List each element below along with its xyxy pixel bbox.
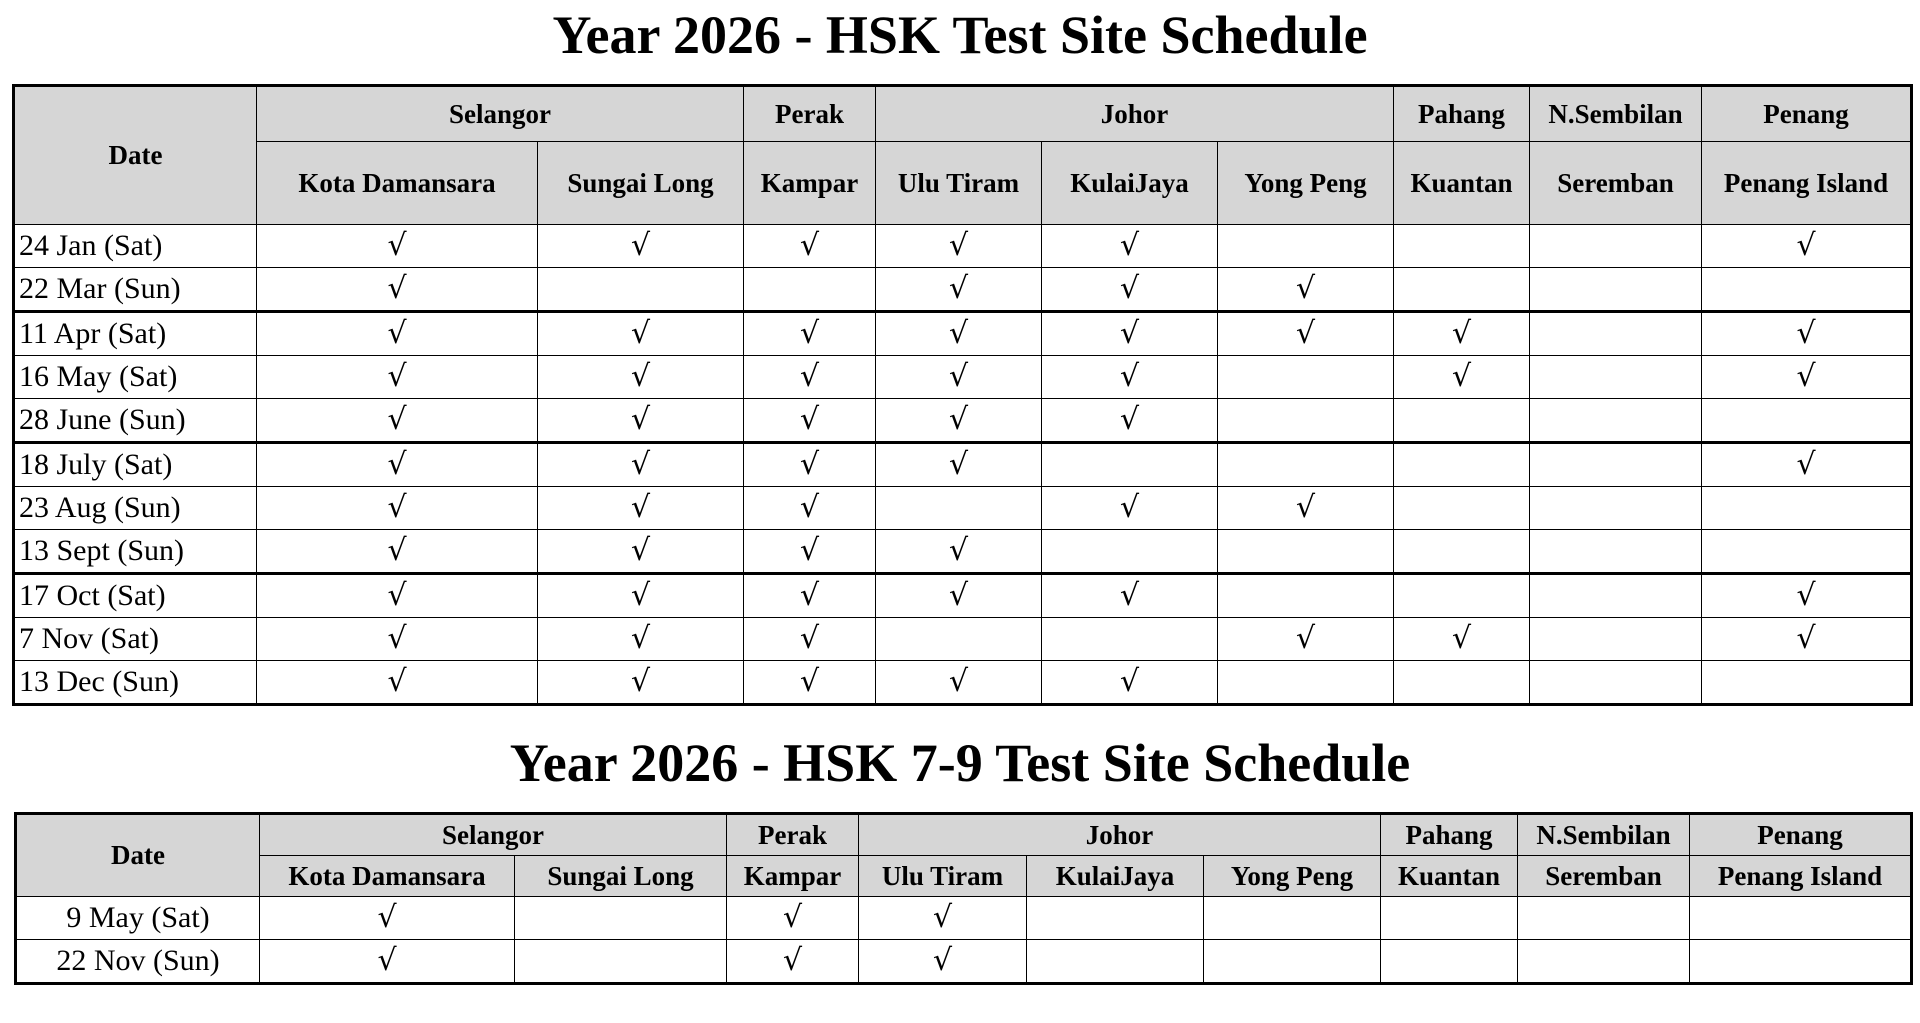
site-cell <box>1218 356 1394 399</box>
site-cell <box>538 399 744 443</box>
region-header: N.Sembilan <box>1530 86 1702 142</box>
site-header: Sungai Long <box>515 856 727 897</box>
check-mark: √ <box>630 228 651 263</box>
check-mark: √ <box>799 621 820 656</box>
schedule-7-9-title: Year 2026 - HSK 7-9 Test Site Schedule <box>509 733 1411 793</box>
date-cell: 13 Dec (Sun) <box>14 661 257 705</box>
site-cell <box>1394 443 1530 487</box>
check-mark: √ <box>630 447 651 482</box>
check-mark: √ <box>1119 228 1140 263</box>
site-cell <box>260 897 515 940</box>
date-cell: 22 Mar (Sun) <box>14 268 257 312</box>
site-cell <box>744 530 876 574</box>
check-mark: √ <box>948 228 969 263</box>
site-cell <box>744 443 876 487</box>
site-header: Penang Island <box>1702 142 1912 225</box>
check-mark: √ <box>630 490 651 525</box>
check-mark: √ <box>1451 359 1472 394</box>
check-mark: √ <box>799 578 820 613</box>
check-mark: √ <box>782 900 803 935</box>
check-mark: √ <box>948 271 969 306</box>
check-mark: √ <box>1119 316 1140 351</box>
site-cell <box>1042 661 1218 705</box>
site-cell <box>744 661 876 705</box>
check-mark: √ <box>387 271 407 306</box>
check-mark: √ <box>1119 359 1140 394</box>
site-cell <box>538 443 744 487</box>
region-header: Pahang <box>1381 814 1518 856</box>
check-mark: √ <box>948 578 969 613</box>
check-mark: √ <box>1796 228 1816 263</box>
site-header: Ulu Tiram <box>876 142 1042 225</box>
date-cell: 16 May (Sat) <box>14 356 257 399</box>
check-mark: √ <box>1119 578 1140 613</box>
date-cell: 17 Oct (Sat) <box>14 574 257 618</box>
site-cell <box>744 487 876 530</box>
check-mark: √ <box>630 316 651 351</box>
site-cell <box>1530 312 1702 356</box>
site-cell <box>1530 574 1702 618</box>
date-header: Date <box>16 814 260 897</box>
site-cell <box>1042 399 1218 443</box>
site-cell <box>876 312 1042 356</box>
site-cell <box>515 897 727 940</box>
site-cell <box>257 618 538 661</box>
site-cell <box>1702 312 1912 356</box>
date-cell: 11 Apr (Sat) <box>14 312 257 356</box>
table-row <box>14 268 1912 312</box>
site-cell <box>1394 530 1530 574</box>
site-header: Sungai Long <box>538 142 744 225</box>
region-header: Perak <box>727 814 859 856</box>
date-cell: 18 July (Sat) <box>14 443 257 487</box>
region-header-row <box>14 86 1912 142</box>
site-cell <box>1204 940 1381 984</box>
region-header: Johor <box>859 814 1381 856</box>
site-cell <box>1702 618 1912 661</box>
date-cell: 28 June (Sun) <box>14 399 257 443</box>
check-mark: √ <box>387 533 407 568</box>
table-row <box>14 356 1912 399</box>
region-header: Penang <box>1702 86 1912 142</box>
check-mark: √ <box>1119 664 1140 699</box>
site-cell <box>876 268 1042 312</box>
site-cell <box>744 268 876 312</box>
site-cell <box>1218 268 1394 312</box>
site-cell <box>1042 225 1218 268</box>
site-header: Kuantan <box>1394 142 1530 225</box>
site-header: Penang Island <box>1690 856 1912 897</box>
site-cell <box>1218 312 1394 356</box>
check-mark: √ <box>799 664 820 699</box>
check-mark: √ <box>1295 621 1316 656</box>
check-mark: √ <box>1119 402 1140 437</box>
check-mark: √ <box>387 621 407 656</box>
site-cell <box>1381 940 1518 984</box>
site-cell <box>257 487 538 530</box>
check-mark: √ <box>948 664 969 699</box>
check-mark: √ <box>377 900 397 935</box>
check-mark: √ <box>799 533 820 568</box>
site-cell <box>1042 574 1218 618</box>
check-mark: √ <box>630 533 651 568</box>
site-header: KulaiJaya <box>1042 142 1218 225</box>
check-mark: √ <box>948 447 969 482</box>
hsk-schedule-table <box>12 84 1913 706</box>
site-cell <box>1702 487 1912 530</box>
check-mark: √ <box>1295 490 1316 525</box>
site-cell <box>538 356 744 399</box>
site-cell <box>876 225 1042 268</box>
site-header: Kuantan <box>1381 856 1518 897</box>
site-cell <box>1204 897 1381 940</box>
table-row <box>14 530 1912 574</box>
site-cell <box>1042 312 1218 356</box>
site-cell <box>1394 312 1530 356</box>
table-row <box>16 897 1912 940</box>
table-row <box>14 618 1912 661</box>
site-cell <box>1394 225 1530 268</box>
site-cell <box>744 225 876 268</box>
site-cell <box>1518 897 1690 940</box>
site-cell <box>257 225 538 268</box>
site-header: Kota Damansara <box>260 856 515 897</box>
region-header: N.Sembilan <box>1518 814 1690 856</box>
check-mark: √ <box>387 228 407 263</box>
site-cell <box>744 356 876 399</box>
check-mark: √ <box>948 316 969 351</box>
site-header: Kampar <box>727 856 859 897</box>
region-header-row <box>16 814 1912 856</box>
site-cell <box>1518 940 1690 984</box>
site-cell <box>1042 356 1218 399</box>
schedule-body <box>14 225 1912 705</box>
check-mark: √ <box>1451 621 1472 656</box>
site-cell <box>257 530 538 574</box>
check-mark: √ <box>782 943 803 978</box>
site-cell <box>1218 618 1394 661</box>
check-mark: √ <box>630 664 651 699</box>
check-mark: √ <box>387 316 407 351</box>
site-cell <box>538 661 744 705</box>
site-header: Seremban <box>1530 142 1702 225</box>
check-mark: √ <box>1119 490 1140 525</box>
site-cell <box>876 618 1042 661</box>
site-cell <box>1702 661 1912 705</box>
region-header: Selangor <box>260 814 727 856</box>
site-header: Kampar <box>744 142 876 225</box>
site-cell <box>876 661 1042 705</box>
site-cell <box>1394 487 1530 530</box>
check-mark: √ <box>1295 316 1316 351</box>
site-cell <box>538 268 744 312</box>
site-cell <box>538 312 744 356</box>
site-cell <box>1042 268 1218 312</box>
check-mark: √ <box>1796 447 1816 482</box>
table-row <box>16 940 1912 984</box>
check-mark: √ <box>630 621 651 656</box>
table-row <box>14 574 1912 618</box>
check-mark: √ <box>799 228 820 263</box>
site-cell <box>257 268 538 312</box>
date-cell: 24 Jan (Sat) <box>14 225 257 268</box>
date-header: Date <box>14 86 257 225</box>
site-cell <box>876 574 1042 618</box>
schedule-title: Year 2026 - HSK Test Site Schedule <box>552 5 1368 65</box>
table-row <box>14 225 1912 268</box>
site-cell <box>859 940 1027 984</box>
site-cell <box>538 618 744 661</box>
site-cell <box>744 399 876 443</box>
region-header: Perak <box>744 86 876 142</box>
site-cell <box>257 356 538 399</box>
site-cell <box>1702 225 1912 268</box>
site-cell <box>1042 530 1218 574</box>
region-header: Johor <box>876 86 1394 142</box>
check-mark: √ <box>799 359 820 394</box>
site-cell <box>876 487 1042 530</box>
site-cell <box>1027 897 1204 940</box>
region-header: Selangor <box>257 86 744 142</box>
hsk-7-9-schedule-table <box>14 812 1913 985</box>
site-cell <box>1042 443 1218 487</box>
site-cell <box>257 661 538 705</box>
site-cell <box>1042 487 1218 530</box>
table-row <box>14 312 1912 356</box>
check-mark: √ <box>387 664 407 699</box>
site-cell <box>538 530 744 574</box>
site-cell <box>876 356 1042 399</box>
site-cell <box>1530 487 1702 530</box>
site-cell <box>876 443 1042 487</box>
check-mark: √ <box>932 900 953 935</box>
site-cell <box>744 618 876 661</box>
region-header: Penang <box>1690 814 1912 856</box>
check-mark: √ <box>1451 316 1472 351</box>
site-cell <box>257 312 538 356</box>
table-row <box>14 399 1912 443</box>
site-cell <box>1218 574 1394 618</box>
site-cell <box>515 940 727 984</box>
site-cell <box>1530 356 1702 399</box>
check-mark: √ <box>948 402 969 437</box>
date-cell: 22 Nov (Sun) <box>16 940 260 984</box>
check-mark: √ <box>1796 578 1816 613</box>
date-cell: 9 May (Sat) <box>16 897 260 940</box>
site-cell <box>744 312 876 356</box>
site-cell <box>1394 574 1530 618</box>
check-mark: √ <box>1796 621 1816 656</box>
site-cell <box>744 574 876 618</box>
check-mark: √ <box>799 316 820 351</box>
site-header: Seremban <box>1518 856 1690 897</box>
site-cell <box>1394 618 1530 661</box>
check-mark: √ <box>932 943 953 978</box>
check-mark: √ <box>630 359 651 394</box>
site-cell <box>859 897 1027 940</box>
check-mark: √ <box>1796 316 1816 351</box>
site-header: Yong Peng <box>1204 856 1381 897</box>
site-cell <box>1530 225 1702 268</box>
site-header-row <box>16 856 1912 897</box>
check-mark: √ <box>1796 359 1816 394</box>
site-cell <box>1381 897 1518 940</box>
site-cell <box>1530 661 1702 705</box>
site-cell <box>538 487 744 530</box>
site-header: Yong Peng <box>1218 142 1394 225</box>
site-cell <box>876 399 1042 443</box>
site-cell <box>1218 530 1394 574</box>
site-cell <box>1702 268 1912 312</box>
site-cell <box>1042 618 1218 661</box>
site-cell <box>1218 443 1394 487</box>
site-cell <box>1394 268 1530 312</box>
site-cell <box>1530 268 1702 312</box>
site-cell <box>727 897 859 940</box>
site-cell <box>1690 897 1912 940</box>
site-cell <box>1530 399 1702 443</box>
check-mark: √ <box>799 490 820 525</box>
site-cell <box>1394 399 1530 443</box>
check-mark: √ <box>387 578 407 613</box>
site-cell <box>260 940 515 984</box>
site-cell <box>538 225 744 268</box>
check-mark: √ <box>948 359 969 394</box>
table-row <box>14 487 1912 530</box>
site-cell <box>1394 356 1530 399</box>
table-row <box>14 661 1912 705</box>
site-cell <box>727 940 859 984</box>
check-mark: √ <box>1295 271 1316 306</box>
site-cell <box>1218 225 1394 268</box>
site-cell <box>1702 574 1912 618</box>
date-cell: 7 Nov (Sat) <box>14 618 257 661</box>
site-cell <box>1530 443 1702 487</box>
check-mark: √ <box>387 447 407 482</box>
date-cell: 23 Aug (Sun) <box>14 487 257 530</box>
site-cell <box>1690 940 1912 984</box>
check-mark: √ <box>387 490 407 525</box>
site-cell <box>257 574 538 618</box>
site-cell <box>1702 530 1912 574</box>
region-header: Pahang <box>1394 86 1530 142</box>
schedule-body <box>16 897 1912 984</box>
site-header-row <box>14 142 1912 225</box>
table-row <box>14 443 1912 487</box>
check-mark: √ <box>387 402 407 437</box>
site-cell <box>1530 530 1702 574</box>
site-cell <box>1027 940 1204 984</box>
check-mark: √ <box>948 533 969 568</box>
check-mark: √ <box>799 402 820 437</box>
site-cell <box>1702 356 1912 399</box>
site-cell <box>1218 399 1394 443</box>
site-cell <box>1218 661 1394 705</box>
check-mark: √ <box>799 447 820 482</box>
site-cell <box>1702 399 1912 443</box>
site-cell <box>1218 487 1394 530</box>
site-cell <box>1530 618 1702 661</box>
check-mark: √ <box>387 359 407 394</box>
site-cell <box>1394 661 1530 705</box>
site-cell <box>257 399 538 443</box>
check-mark: √ <box>630 578 651 613</box>
site-cell <box>257 443 538 487</box>
site-header: Ulu Tiram <box>859 856 1027 897</box>
date-cell: 13 Sept (Sun) <box>14 530 257 574</box>
check-mark: √ <box>377 943 397 978</box>
check-mark: √ <box>630 402 651 437</box>
site-header: KulaiJaya <box>1027 856 1204 897</box>
check-mark: √ <box>1119 271 1140 306</box>
site-header: Kota Damansara <box>257 142 538 225</box>
site-cell <box>876 530 1042 574</box>
site-cell <box>538 574 744 618</box>
site-cell <box>1702 443 1912 487</box>
